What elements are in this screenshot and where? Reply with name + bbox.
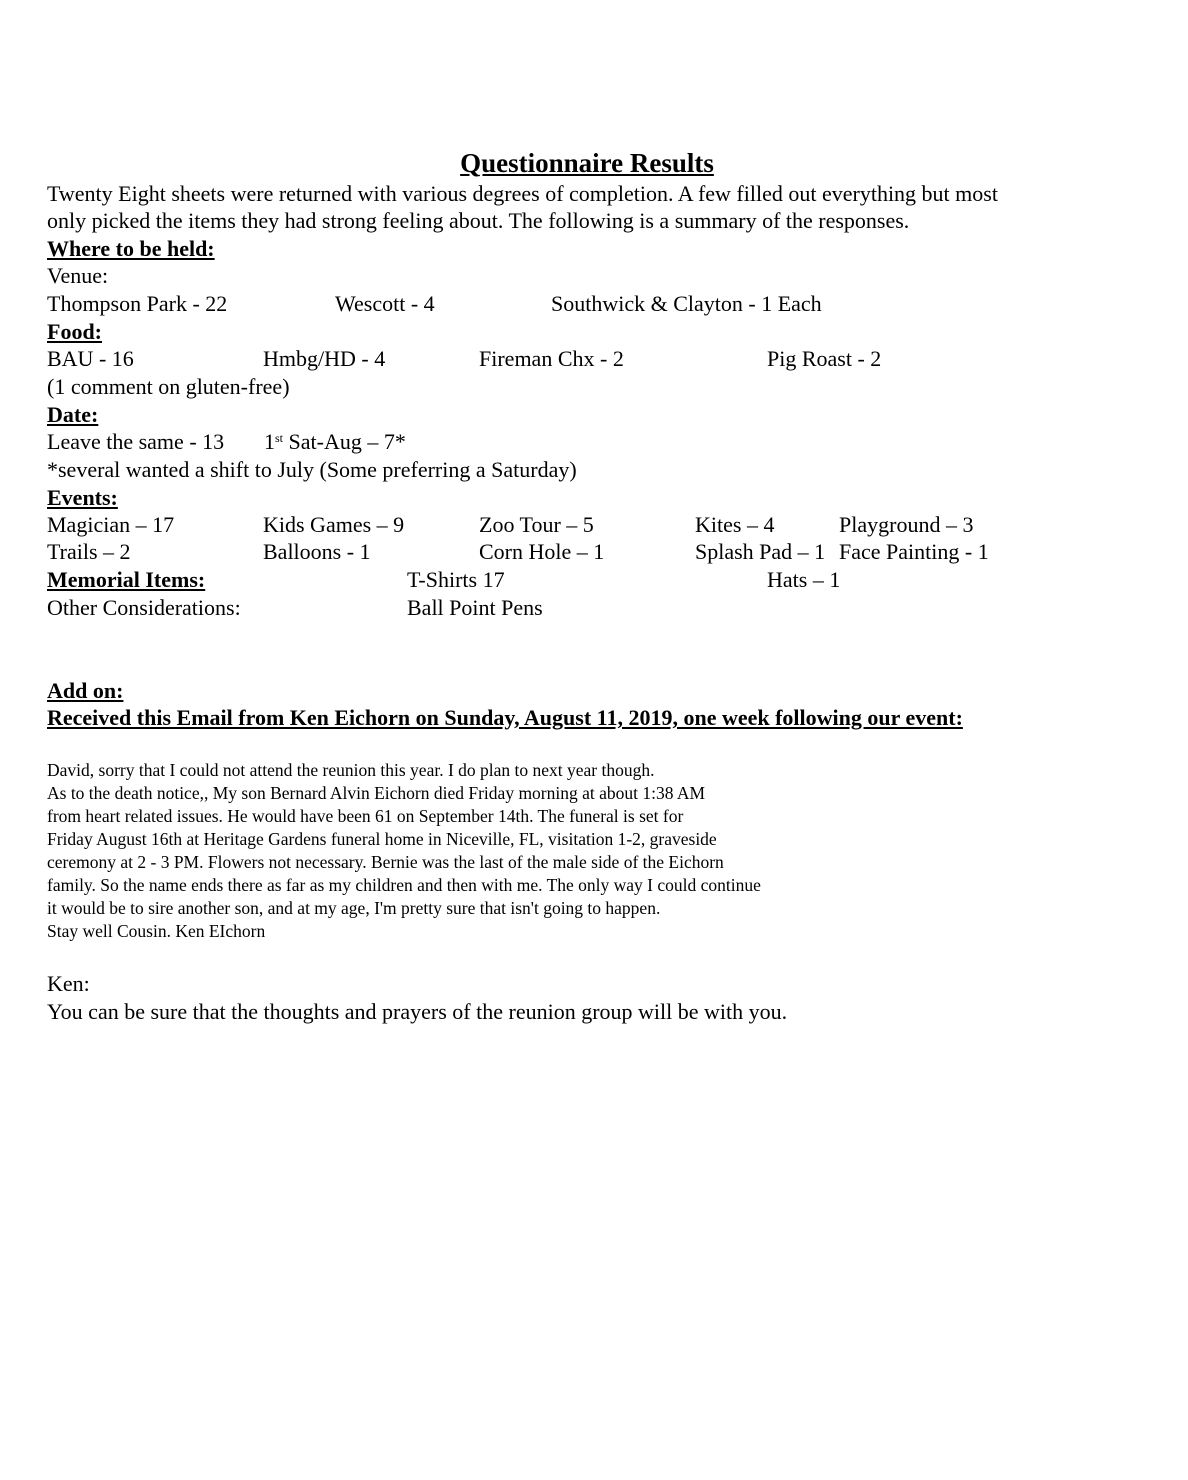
email-line: Friday August 16th at Heritage Gardens funeral home in Niceville, FL, visitation 1-2, graveside	[47, 829, 717, 849]
date-same: Leave the same - 13	[47, 429, 225, 454]
event-item: Magician – 17	[47, 512, 175, 537]
event-item: Kites – 4	[695, 512, 775, 537]
venue-label: Venue:	[47, 263, 109, 288]
date-alternative	[264, 428, 406, 455]
memorial-item: Hats – 1	[767, 567, 841, 592]
email-line: David, sorry that I could not attend the reunion this year. I do plan to next year though.	[47, 760, 655, 780]
food-item: BAU - 16	[47, 346, 134, 371]
page-title: Questionnaire Results	[460, 148, 714, 178]
food-item: Fireman Chx - 2	[479, 346, 624, 371]
event-item: Zoo Tour – 5	[479, 512, 594, 537]
date-note: *several wanted a shift to July (Some preferring a Saturday)	[47, 457, 577, 482]
reply-salutation: Ken:	[47, 971, 90, 996]
food-heading: Food:	[47, 319, 102, 344]
events-heading: Events:	[47, 485, 118, 510]
event-item: Splash Pad – 1	[695, 539, 826, 564]
email-line: Stay well Cousin. Ken EIchorn	[47, 921, 266, 941]
event-item: Balloons - 1	[263, 539, 371, 564]
event-item: Playground – 3	[839, 512, 974, 537]
venue-item: Wescott - 4	[335, 291, 435, 316]
date-alt-ordinal: st	[275, 431, 284, 445]
addon-heading: Add on:	[47, 678, 124, 703]
event-item: Corn Hole – 1	[479, 539, 605, 564]
memorial-item: Ball Point Pens	[407, 595, 543, 620]
email-line: ceremony at 2 - 3 PM. Flowers not necessary. Bernie was the last of the male side of the Eichorn	[47, 852, 724, 872]
intro-line-2: only picked the items they had strong feeling about. The following is a summary of the responses.	[47, 208, 910, 233]
date-heading: Date:	[47, 402, 99, 427]
email-line: As to the death notice,, My son Bernard Alvin Eichorn died Friday morning at about 1:38 AM	[47, 783, 706, 803]
email-line: it would be to sire another son, and at my age, I'm pretty sure that isn't going to happen.	[47, 898, 661, 918]
email-line: from heart related issues. He would have been 61 on September 14th. The funeral is set for	[47, 806, 684, 826]
food-item: Pig Roast - 2	[767, 346, 882, 371]
event-item: Face Painting - 1	[839, 539, 989, 564]
food-item: Hmbg/HD - 4	[263, 346, 386, 371]
date-alt-text: Sat-Aug – 7*	[283, 429, 406, 454]
email-line: family. So the name ends there as far as my children and then with me. The only way I could continue	[47, 875, 761, 895]
venue-item: Southwick & Clayton - 1 Each	[551, 291, 822, 316]
memorial-heading: Memorial Items:	[47, 567, 206, 592]
date-alt-number: 1	[264, 429, 275, 454]
other-considerations-label: Other Considerations:	[47, 595, 241, 620]
addon-subheading: Received this Email from Ken Eichorn on Sunday, August 11, 2019, one week following our event:	[47, 705, 963, 730]
memorial-item: T-Shirts 17	[407, 567, 505, 592]
event-item: Kids Games – 9	[263, 512, 405, 537]
food-note: (1 comment on gluten-free)	[47, 374, 290, 399]
reply-body: You can be sure that the thoughts and prayers of the reunion group will be with you.	[47, 999, 788, 1024]
intro-line-1: Twenty Eight sheets were returned with various degrees of completion. A few filled out everything but most	[47, 181, 998, 206]
venue-item: Thompson Park - 22	[47, 291, 228, 316]
event-item: Trails – 2	[47, 539, 131, 564]
where-heading: Where to be held:	[47, 236, 215, 261]
